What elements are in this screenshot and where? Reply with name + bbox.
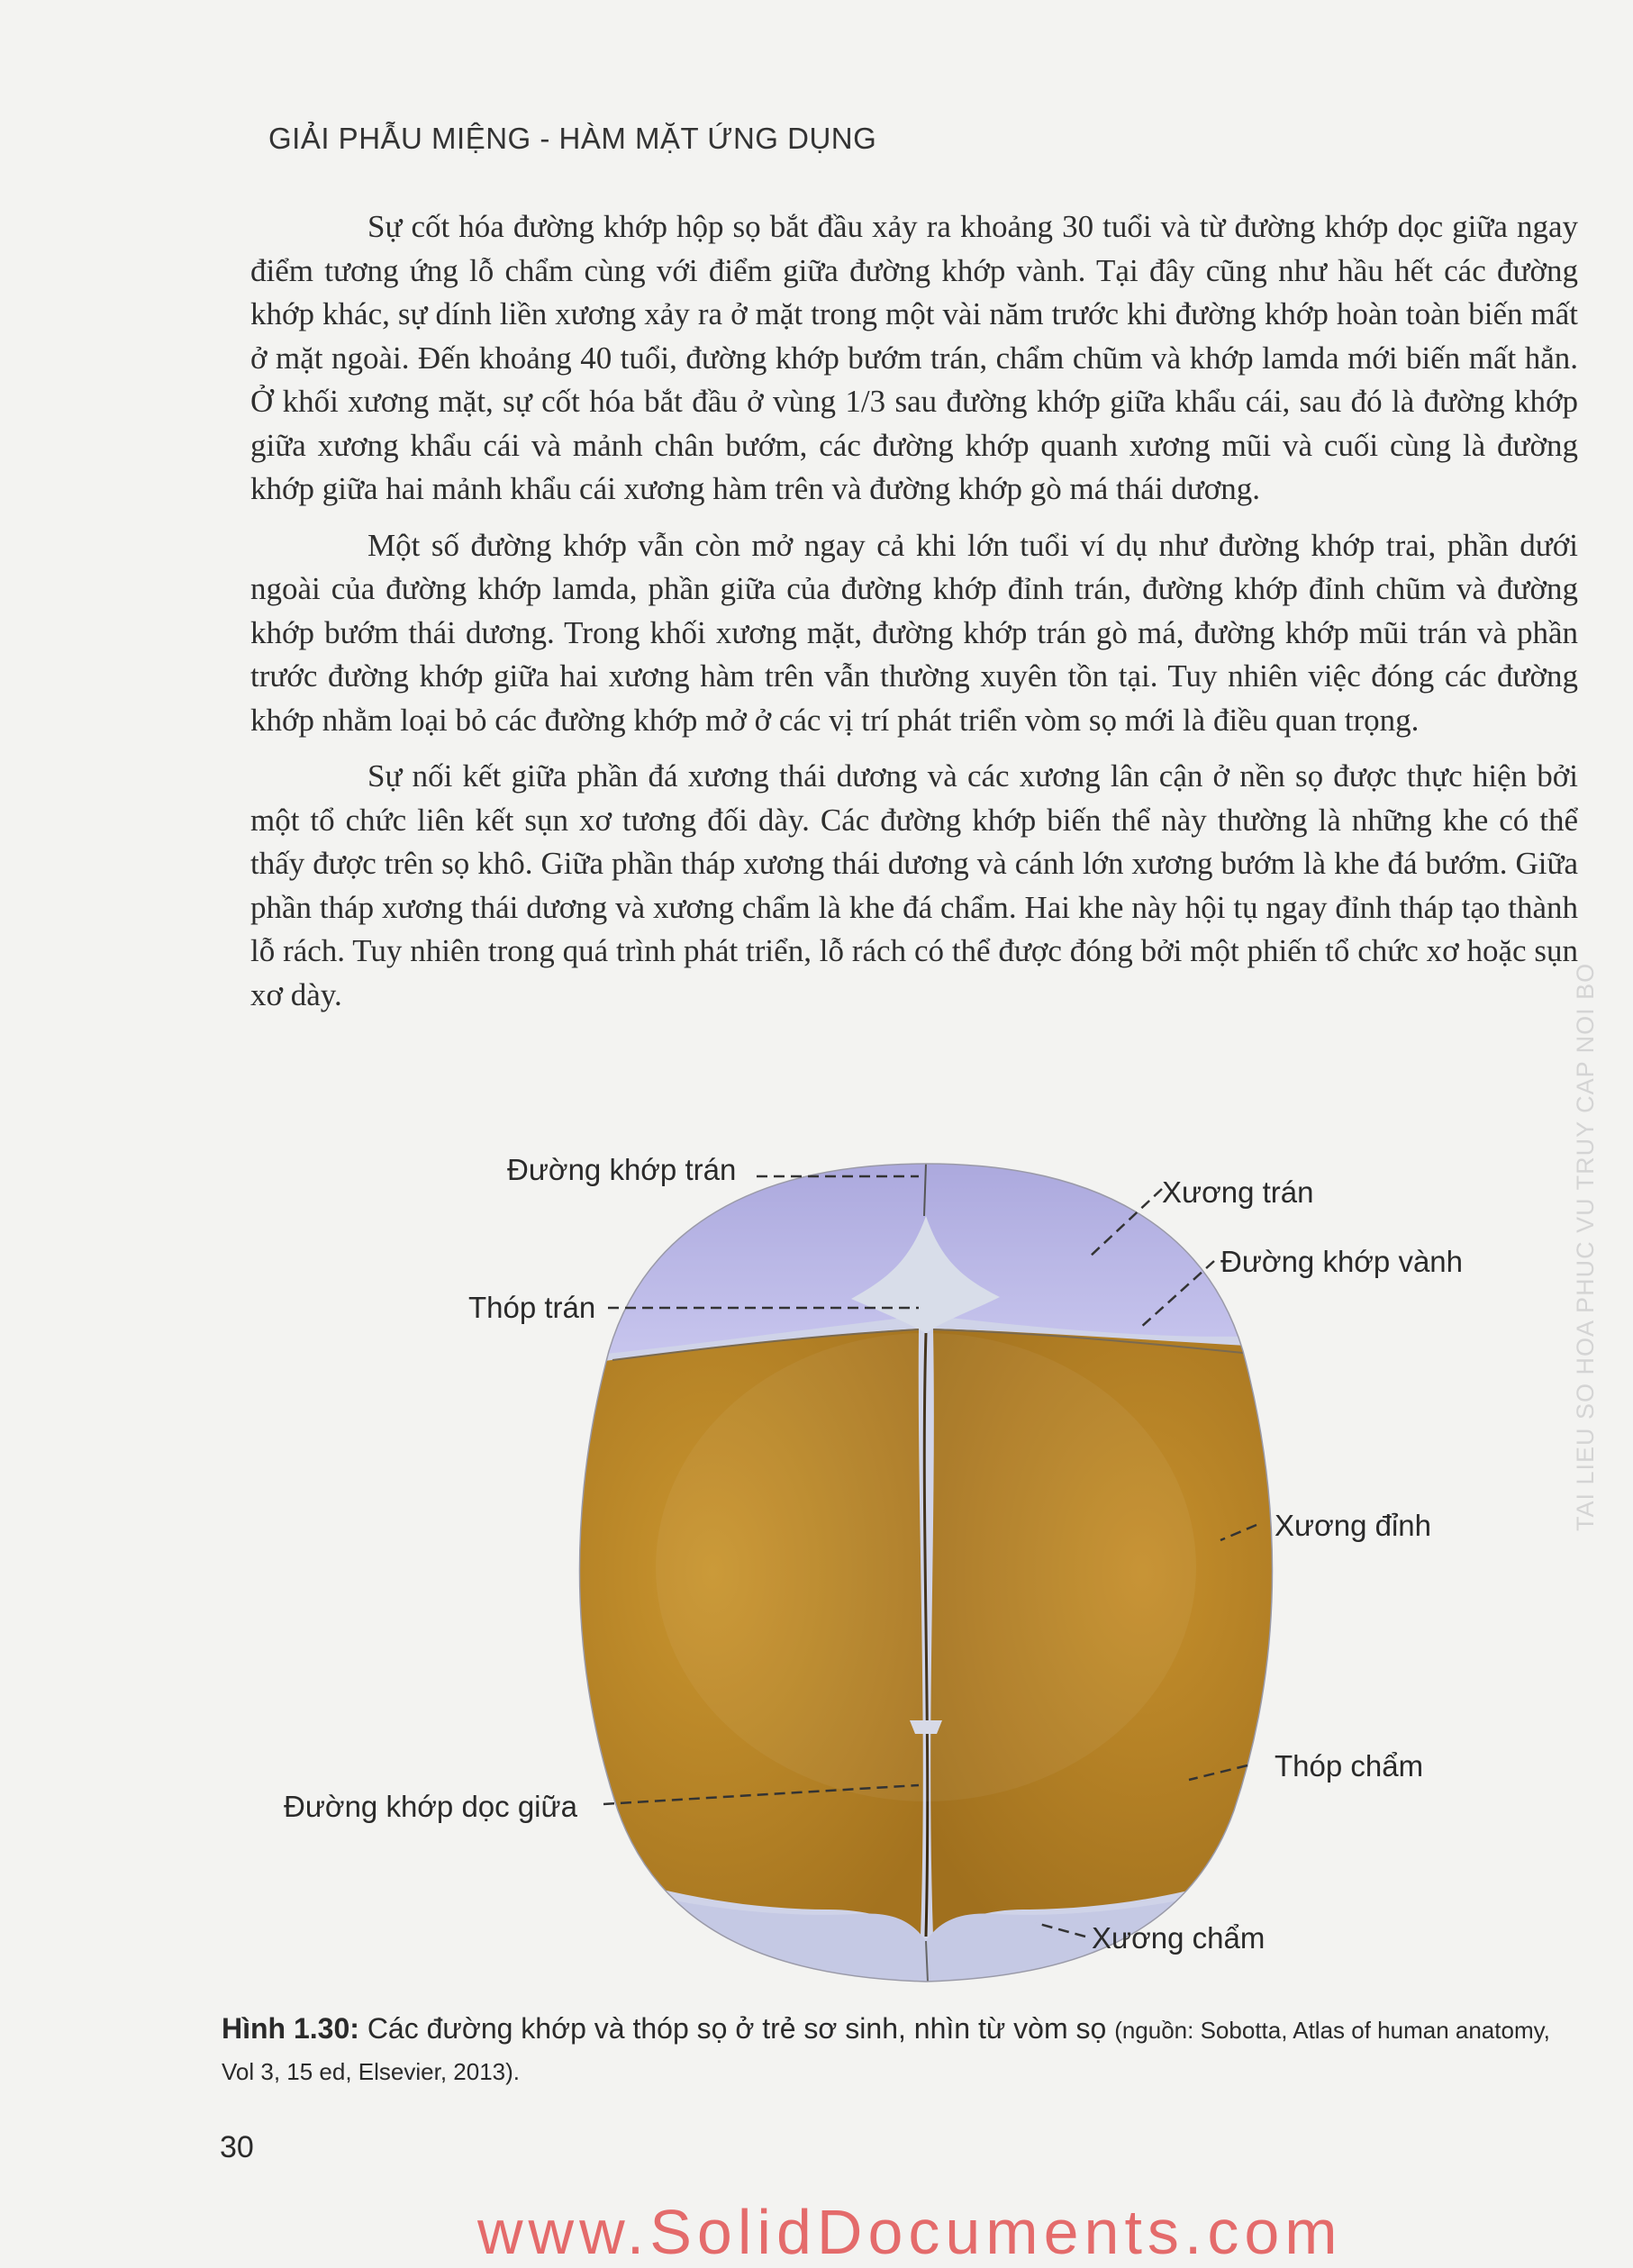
- running-header: GIẢI PHẪU MIỆNG - HÀM MẶT ỨNG DỤNG: [268, 122, 877, 155]
- skull-figure: [0, 1144, 1633, 2009]
- caption-text: Các đường khớp và thóp sọ ở trẻ sơ sinh, nhìn từ vòm sọ: [367, 2012, 1107, 2045]
- body-text: [250, 205, 1578, 1030]
- bottom-watermark: www.SolidDocuments.com: [477, 2197, 1343, 2267]
- label-frontal-suture: Đường khớp trán: [507, 1153, 737, 1186]
- label-occipital-bone: Xương chẩm: [1092, 1921, 1266, 1955]
- label-posterior-fontanelle: Thóp chẩm: [1275, 1749, 1424, 1783]
- side-watermark: TAI LIEU SO HOA PHUC VU TRUY CAP NOI BO: [1572, 962, 1599, 1531]
- label-frontal-bone: Xương trán: [1162, 1175, 1314, 1209]
- page-number: 30: [220, 2130, 254, 2164]
- paragraph-2: Một số đường khớp vẫn còn mở ngay cả khi lớn tuổi ví dụ như đường khớp trai, phần dưới ngoài của đường khớp lamda, phần giữa của đường khớp đỉnh trán, đường khớp đỉnh chũm và đường khớp bướm thái dương. Trong khối xương mặt, đường khớp trán gò má, đường khớp mũi trán và phần trước đường khớp giữa hai xương hàm trên vẫn thường xuyên tồn tại. Tuy nhiên việc đóng các đường khớp nhằm loại bỏ các đường khớp mở ở các vị trí phát triển vòm sọ mới là điều quan trọng.: [250, 527, 1578, 738]
- label-parietal-bone: Xương đỉnh: [1275, 1509, 1432, 1542]
- paragraph-3: Sự nối kết giữa phần đá xương thái dương và các xương lân cận ở nền sọ được thực hiện bởi một tổ chức liên kết sụn xơ tương đối dày. Các đường khớp biến thể này thường là những khe có thể thấy được trên sọ khô. Giữa phần tháp xương thái dương và cánh lớn xương bướm là khe đá bướm. Giữa phần tháp xương thái dương và xương chẩm là khe đá chẩm. Hai khe này hội tụ ngay đỉnh tháp tạo thành lỗ rách. Tuy nhiên trong quá trình phát triển, lỗ rách có thể được đóng bởi một phiến tổ chức xơ hoặc sụn xơ dày.: [250, 758, 1578, 1012]
- paragraph-1: Sự cốt hóa đường khớp hộp sọ bắt đầu xảy ra khoảng 30 tuổi và từ đường khớp dọc giữa ngay điểm tương ứng lỗ chẩm cùng với điểm giữa đường khớp vành. Tại đây cũng như hầu hết các đường khớp khác, sự dính liền xương xảy ra ở mặt trong một vài năm trước khi đường khớp hoàn toàn biến mất ở mặt ngoài. Đến khoảng 40 tuổi, đường khớp bướm trán, chẩm chũm và khớp lamda mới biến mất hẳn. Ở khối xương mặt, sự cốt hóa bắt đầu ở vùng 1/3 sau đường khớp giữa khẩu cái, sau đó là đường khớp giữa xương khẩu cái và mảnh chân bướm, các đường khớp quanh xương mũi và cuối cùng là đường khớp giữa hai mảnh khẩu cái xương hàm trên và đường khớp gò má thái dương.: [250, 209, 1578, 506]
- figure-caption: [222, 2009, 1573, 2091]
- label-sagittal-suture: Đường khớp dọc giữa: [284, 1790, 577, 1823]
- label-anterior-fontanelle: Thóp trán: [468, 1291, 596, 1324]
- caption-figure-number: Hình 1.30:: [222, 2012, 359, 2045]
- caption-source: (nguồn: Sobotta, Atlas of human anatomy, Vol 3, 15 ed, Elsevier, 2013).: [222, 2017, 1550, 2085]
- label-coronal-suture: Đường khớp vành: [1220, 1245, 1464, 1278]
